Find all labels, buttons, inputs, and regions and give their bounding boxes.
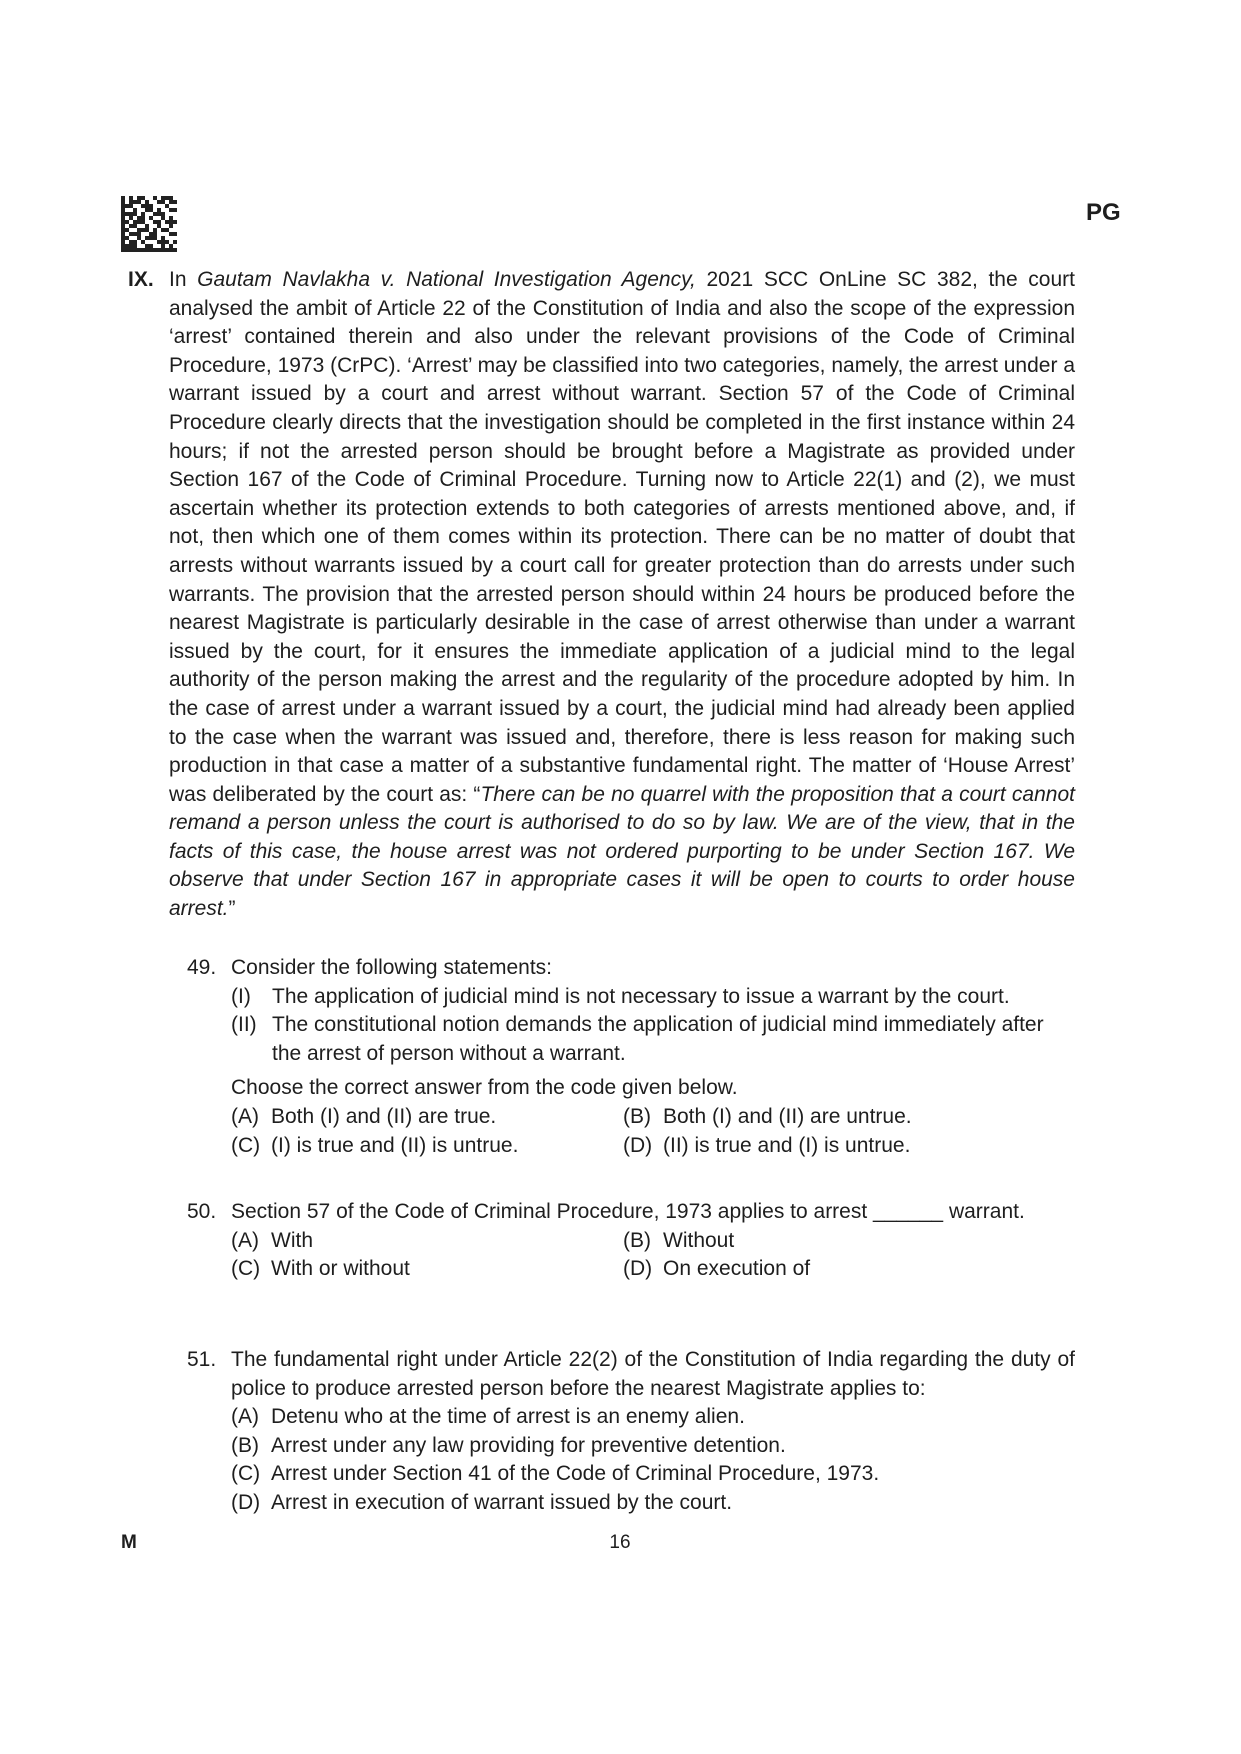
statement-text: The application of judicial mind is not necessary to issue a warrant by the court. xyxy=(272,984,1010,1008)
passage-text xyxy=(169,266,1075,924)
question-number: 50. xyxy=(187,1200,217,1223)
option-c[interactable] xyxy=(231,1132,623,1161)
option-c[interactable] xyxy=(231,1460,1075,1489)
option-text: Arrest under any law providing for preventive detention. xyxy=(271,1433,786,1457)
option-d[interactable] xyxy=(231,1489,1075,1518)
statement-text: The constitutional notion demands the application of judicial mind immediately after the arrest of person without a warrant. xyxy=(272,1013,1044,1065)
option-label: (D) xyxy=(623,1257,653,1281)
option-b[interactable] xyxy=(623,1227,1075,1256)
series-code: PG xyxy=(1086,199,1121,226)
option-a[interactable] xyxy=(231,1227,623,1256)
option-text: (I) is true and (II) is untrue. xyxy=(271,1133,519,1157)
option-text: With or without xyxy=(271,1257,410,1281)
option-label: (B) xyxy=(623,1228,651,1252)
option-label: (B) xyxy=(623,1104,651,1128)
option-c[interactable] xyxy=(231,1255,623,1284)
statement-item xyxy=(231,983,1075,1012)
passage-number: IX. xyxy=(128,268,154,291)
option-text: Detenu who at the time of arrest is an enemy alien. xyxy=(271,1405,745,1429)
option-text: Arrest under Section 41 of the Code of Criminal Procedure, 1973. xyxy=(271,1462,880,1486)
option-text: With xyxy=(271,1228,313,1252)
court-quote: There can be no quarrel with the proposition that a court cannot remand a person unless the court is authorised to do so by law. We are of the view, that in the facts of this case, the house arrest was not ordered purporting to be under Section 167. We observe that under Section 167 in appropriate cases it will be open to courts to order house arrest. xyxy=(169,782,1075,921)
case-name: Gautam Navlakha v. National Investigation Agency, xyxy=(197,268,696,291)
option-label: (B) xyxy=(231,1433,259,1457)
question-stem: The fundamental right under Article 22(2) of the Constitution of India regarding the duty of police to produce arrested person before the nearest Magistrate applies to: xyxy=(231,1348,1075,1400)
option-text: Both (I) and (II) are true. xyxy=(271,1104,497,1128)
option-text: (II) is true and (I) is untrue. xyxy=(663,1133,911,1157)
qr-code-icon xyxy=(121,196,177,252)
question-stem: Consider the following statements: xyxy=(231,956,552,979)
option-label: (C) xyxy=(231,1257,261,1281)
option-label: (D) xyxy=(231,1490,261,1514)
option-a[interactable] xyxy=(231,1403,1075,1432)
option-text: Without xyxy=(663,1228,735,1252)
option-text: On execution of xyxy=(663,1257,811,1281)
booklet-code: M xyxy=(121,1532,137,1553)
option-label: (C) xyxy=(231,1462,261,1486)
statement-label: (I) xyxy=(231,984,251,1008)
quote-close: ” xyxy=(228,897,236,921)
passage-intro: In xyxy=(169,268,198,291)
option-label: (D) xyxy=(623,1133,653,1157)
question-number: 51. xyxy=(187,1348,217,1371)
option-d[interactable] xyxy=(623,1132,1075,1161)
question-number: 49. xyxy=(187,956,217,979)
option-text: Both (I) and (II) are untrue. xyxy=(663,1104,912,1128)
option-label: (C) xyxy=(231,1133,261,1157)
option-b[interactable] xyxy=(231,1432,1075,1461)
question-49 xyxy=(187,954,1075,1160)
page-number: 16 xyxy=(609,1532,631,1553)
option-label: (A) xyxy=(231,1405,259,1429)
question-50 xyxy=(187,1198,1075,1284)
statement-item xyxy=(231,1011,1075,1068)
question-51 xyxy=(187,1346,1075,1518)
answer-instruction: Choose the correct answer from the code given below. xyxy=(231,1076,738,1100)
option-d[interactable] xyxy=(623,1255,1075,1284)
statement-label: (II) xyxy=(231,1013,257,1037)
option-label: (A) xyxy=(231,1228,259,1252)
passage-body: 2021 SCC OnLine SC 382, the court analysed the ambit of Article 22 of the Constitution of India and also the scope of the expression ‘arrest’ contained therein and also under the relevant provisions of the Code of Criminal Procedure, 1973 (CrPC). ‘Arrest’ may be classified into two categories, namely, the arrest under a warrant issued by a court and arrest without warrant. Section 57 of the Code of Criminal Procedure clearly directs that the investigation should be completed in the first instance within 24 hours; if not the arrested person should be brought before a Magistrate as provided under Section 167 of the Code of Criminal Procedure. Turning now to Article 22(1) and (2), we must ascertain whether its protection extends to both categories of arrests mentioned above, and, if not, then which one of them comes within its protection. There can be no matter of doubt that arrests without warrants issued by a court call for greater protection than do arrests under such warrants. The provision that the arrested person should within 24 hours be produced before the nearest Magistrate is particularly desirable in the case of arrest otherwise than under a warrant issued by the court, for it ensures the immediate application of a judicial mind to the legal authority of the person making the arrest and the regularity of the procedure adopted by him. In the case of arrest under a warrant issued by a court, the judicial mind had already been applied to the case when the warrant was issued and, therefore, there is less reason for making such production in that case a matter of a substantive fundamental right. The matter of ‘House Arrest’ was deliberated by the court as: “ xyxy=(169,268,1075,806)
option-text: Arrest in execution of warrant issued by the court. xyxy=(271,1490,733,1514)
question-stem: Section 57 of the Code of Criminal Procedure, 1973 applies to arrest ______ warrant. xyxy=(231,1200,1025,1223)
option-label: (A) xyxy=(231,1104,259,1128)
option-a[interactable] xyxy=(231,1103,623,1132)
option-b[interactable] xyxy=(623,1103,1075,1132)
